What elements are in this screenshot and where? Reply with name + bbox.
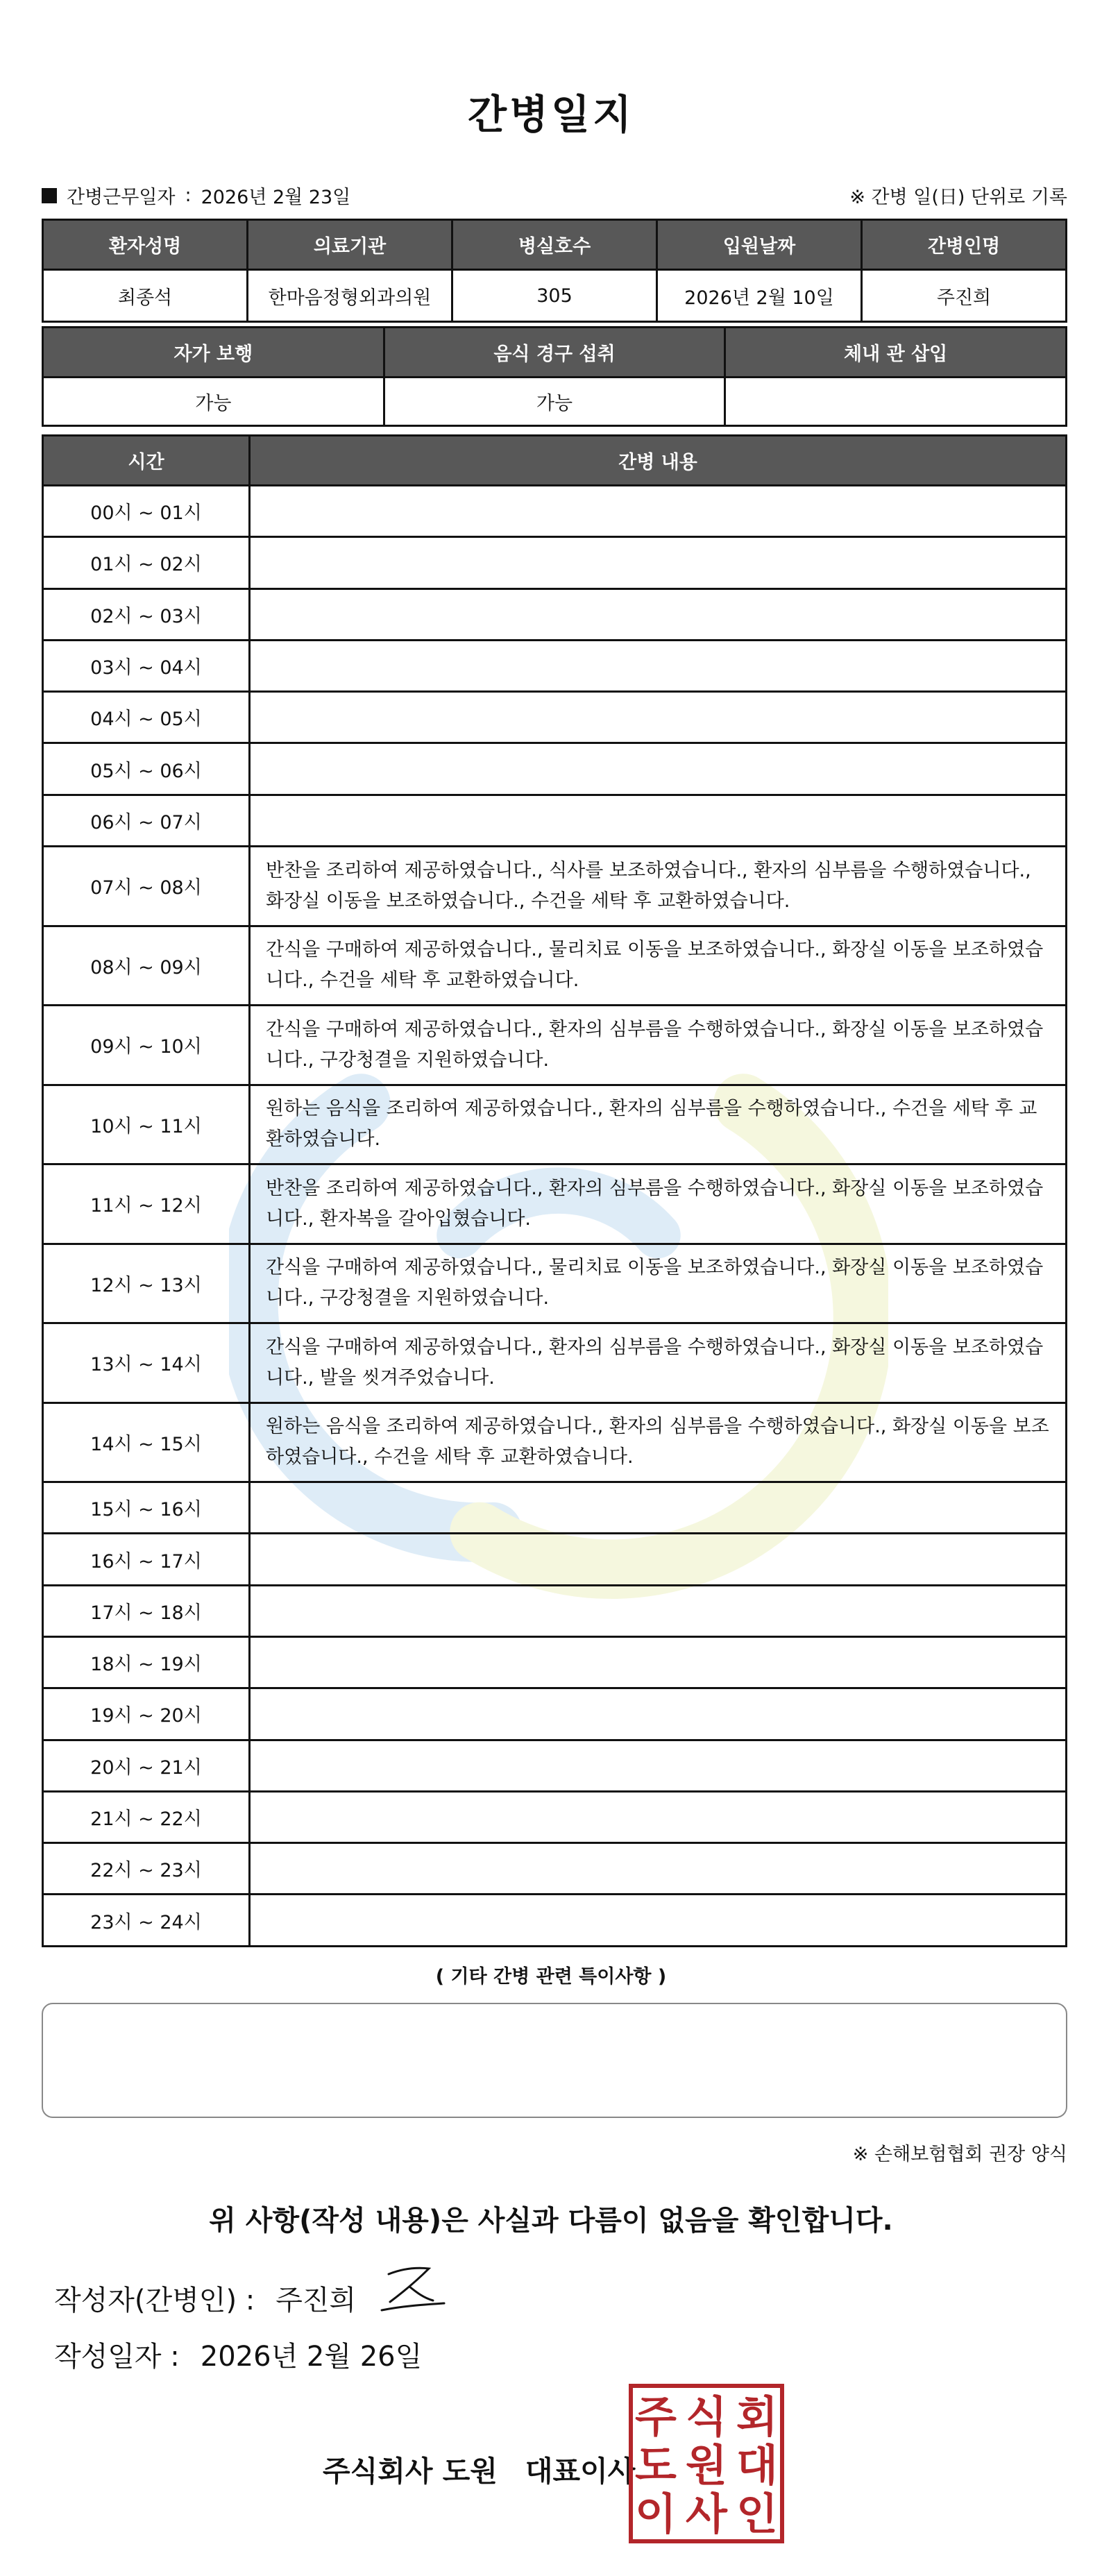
header-patient-name: 환자성명 xyxy=(43,220,248,270)
write-date-line xyxy=(54,2334,422,2374)
log-content xyxy=(250,1688,1067,1740)
header-walking: 자가 보행 xyxy=(43,328,384,378)
log-row xyxy=(43,847,1067,926)
log-row xyxy=(43,1843,1067,1895)
svg-text:식: 식 xyxy=(686,2391,727,2442)
header-oral-intake: 음식 경구 섭취 xyxy=(384,328,725,378)
log-row xyxy=(43,1085,1067,1164)
log-time: 06시 ~ 07시 xyxy=(43,795,250,846)
handwritten-signature xyxy=(375,2259,451,2321)
value-room: 305 xyxy=(452,270,657,322)
log-row xyxy=(43,1323,1067,1403)
care-log-header-row xyxy=(43,436,1067,486)
value-walking: 가능 xyxy=(43,378,384,426)
care-date xyxy=(42,182,350,209)
writer-label: 작성자(간병인) : xyxy=(54,2285,255,2316)
log-content: 원하는 음식을 조리하여 제공하였습니다., 환자의 심부름을 수행하였습니다., 화장실 이동을 보조하였습니다., 수건을 세탁 후 교환하였습니다. xyxy=(250,1403,1067,1482)
log-content xyxy=(250,795,1067,846)
log-row xyxy=(43,1740,1067,1791)
log-time: 13시 ~ 14시 xyxy=(43,1323,250,1403)
patient-status-table xyxy=(42,326,1067,427)
value-tube-insertion xyxy=(725,378,1067,426)
writer-line xyxy=(54,2278,356,2318)
svg-text:대: 대 xyxy=(736,2440,778,2491)
log-time: 08시 ~ 09시 xyxy=(43,926,250,1006)
svg-text:사: 사 xyxy=(686,2489,727,2539)
log-time: 16시 ~ 17시 xyxy=(43,1534,250,1585)
svg-text:이: 이 xyxy=(635,2489,677,2539)
log-time: 20시 ~ 21시 xyxy=(43,1740,250,1791)
writer-name: 주진희 xyxy=(276,2285,357,2316)
log-time: 00시 ~ 01시 xyxy=(43,486,250,537)
log-content xyxy=(250,743,1067,795)
status-value-row xyxy=(43,378,1067,426)
care-log-table xyxy=(42,434,1067,1947)
log-content: 반찬을 조리하여 제공하였습니다., 환자의 심부름을 수행하였습니다., 화장실 이동을 보조하였습니다., 환자복을 갈아입혔습니다. xyxy=(250,1164,1067,1244)
status-header-row xyxy=(43,328,1067,378)
log-time: 03시 ~ 04시 xyxy=(43,640,250,691)
log-row xyxy=(43,588,1067,640)
log-row xyxy=(43,1006,1067,1085)
value-oral-intake: 가능 xyxy=(384,378,725,426)
log-row xyxy=(43,1895,1067,1946)
company-line xyxy=(323,2448,635,2489)
value-caregiver: 주진희 xyxy=(862,270,1067,322)
log-content xyxy=(250,1843,1067,1895)
log-time: 09시 ~ 10시 xyxy=(43,1006,250,1085)
care-date-value: 2026년 2월 23일 xyxy=(201,187,351,208)
log-row xyxy=(43,1164,1067,1244)
log-content: 간식을 구매하여 제공하였습니다., 물리치료 이동을 보조하였습니다., 화장실 이동을 보조하였습니다., 수건을 세탁 후 교환하였습니다. xyxy=(250,926,1067,1006)
log-time: 07시 ~ 08시 xyxy=(43,847,250,926)
log-row xyxy=(43,692,1067,743)
log-content: 간식을 구매하여 제공하였습니다., 환자의 심부름을 수행하였습니다., 화장실 이동을 보조하였습니다., 구강청결을 지원하였습니다. xyxy=(250,1006,1067,1085)
square-bullet-icon xyxy=(42,188,57,203)
log-content xyxy=(250,1895,1067,1946)
log-time: 04시 ~ 05시 xyxy=(43,692,250,743)
log-content xyxy=(250,692,1067,743)
log-time: 12시 ~ 13시 xyxy=(43,1244,250,1323)
log-row xyxy=(43,1534,1067,1585)
log-time: 14시 ~ 15시 xyxy=(43,1403,250,1482)
value-patient-name: 최종석 xyxy=(43,270,248,322)
log-time: 22시 ~ 23시 xyxy=(43,1843,250,1895)
log-content xyxy=(250,588,1067,640)
log-content: 원하는 음식을 조리하여 제공하였습니다., 환자의 심부름을 수행하였습니다., 수건을 세탁 후 교환하였습니다. xyxy=(250,1085,1067,1164)
log-time: 11시 ~ 12시 xyxy=(43,1164,250,1244)
log-time: 18시 ~ 19시 xyxy=(43,1636,250,1688)
log-time: 01시 ~ 02시 xyxy=(43,537,250,588)
log-content xyxy=(250,1791,1067,1842)
care-date-sep: : xyxy=(185,185,192,206)
log-content xyxy=(250,1585,1067,1636)
special-notes-box xyxy=(42,2003,1067,2118)
log-content: 간식을 구매하여 제공하였습니다., 환자의 심부름을 수행하였습니다., 화장실 이동을 보조하였습니다., 발을 씻겨주었습니다. xyxy=(250,1323,1067,1403)
patient-info-value-row xyxy=(43,270,1067,322)
log-content: 반찬을 조리하여 제공하였습니다., 식사를 보조하였습니다., 환자의 심부름을 수행하였습니다., 화장실 이동을 보조하였습니다., 수건을 세탁 후 교환하였습니다. xyxy=(250,847,1067,926)
care-date-label: 간병근무일자 xyxy=(67,187,176,208)
log-time: 10시 ~ 11시 xyxy=(43,1085,250,1164)
header-room: 병실호수 xyxy=(452,220,657,270)
header-caregiver: 간병인명 xyxy=(862,220,1067,270)
log-content xyxy=(250,1740,1067,1791)
log-time: 05시 ~ 06시 xyxy=(43,743,250,795)
log-content xyxy=(250,1482,1067,1534)
log-row xyxy=(43,1244,1067,1323)
company-title: 대표이사 xyxy=(525,2455,636,2488)
log-content: 간식을 구매하여 제공하였습니다., 물리치료 이동을 보조하였습니다., 화장실 이동을 보조하였습니다., 구강청결을 지원하였습니다. xyxy=(250,1244,1067,1323)
svg-text:주: 주 xyxy=(635,2391,677,2442)
log-content xyxy=(250,1534,1067,1585)
patient-info-table xyxy=(42,219,1067,323)
unit-note: ※ 간병 일(日) 단위로 기록 xyxy=(849,187,1067,208)
log-row xyxy=(43,1585,1067,1636)
log-row xyxy=(43,486,1067,537)
log-time: 21시 ~ 22시 xyxy=(43,1791,250,1842)
value-admission-date: 2026년 2월 10일 xyxy=(657,270,862,322)
special-notes-heading: ( 기타 간병 관련 특이사항 ) xyxy=(435,1966,667,1988)
svg-text:도: 도 xyxy=(635,2440,677,2491)
header-hospital: 의료기관 xyxy=(248,220,452,270)
write-date-value: 2026년 2월 26일 xyxy=(200,2341,423,2373)
log-row xyxy=(43,795,1067,846)
patient-info-header-row xyxy=(43,220,1067,270)
header-admission-date: 입원날짜 xyxy=(657,220,862,270)
page-title: 간병일지 xyxy=(467,91,635,138)
log-row xyxy=(43,640,1067,691)
log-row xyxy=(43,926,1067,1006)
svg-text:원: 원 xyxy=(686,2440,727,2491)
log-row xyxy=(43,1688,1067,1740)
log-content xyxy=(250,1636,1067,1688)
log-content xyxy=(250,486,1067,537)
log-row xyxy=(43,743,1067,795)
log-row xyxy=(43,1791,1067,1842)
log-row xyxy=(43,1636,1067,1688)
log-row xyxy=(43,1403,1067,1482)
log-row xyxy=(43,537,1067,588)
company-name: 주식회사 도원 xyxy=(323,2455,498,2488)
log-content xyxy=(250,537,1067,588)
log-time: 17시 ~ 18시 xyxy=(43,1585,250,1636)
company-seal-stamp xyxy=(628,2383,785,2544)
value-hospital: 한마음정형외과의원 xyxy=(248,270,452,322)
header-care-content: 간병 내용 xyxy=(250,436,1067,486)
confirmation-statement: 위 사항(작성 내용)은 사실과 다름이 없음을 확인합니다. xyxy=(209,2205,893,2237)
log-time: 19시 ~ 20시 xyxy=(43,1688,250,1740)
svg-text:인: 인 xyxy=(736,2489,778,2539)
log-time: 15시 ~ 16시 xyxy=(43,1482,250,1534)
log-time: 23시 ~ 24시 xyxy=(43,1895,250,1946)
header-tube-insertion: 체내 관 삽입 xyxy=(725,328,1067,378)
svg-text:회: 회 xyxy=(736,2391,778,2442)
log-row xyxy=(43,1482,1067,1534)
header-time: 시간 xyxy=(43,436,250,486)
form-source-note: ※ 손해보험협회 권장 양식 xyxy=(852,2144,1067,2165)
write-date-label: 작성일자 : xyxy=(54,2341,180,2373)
log-content xyxy=(250,640,1067,691)
log-time: 02시 ~ 03시 xyxy=(43,588,250,640)
